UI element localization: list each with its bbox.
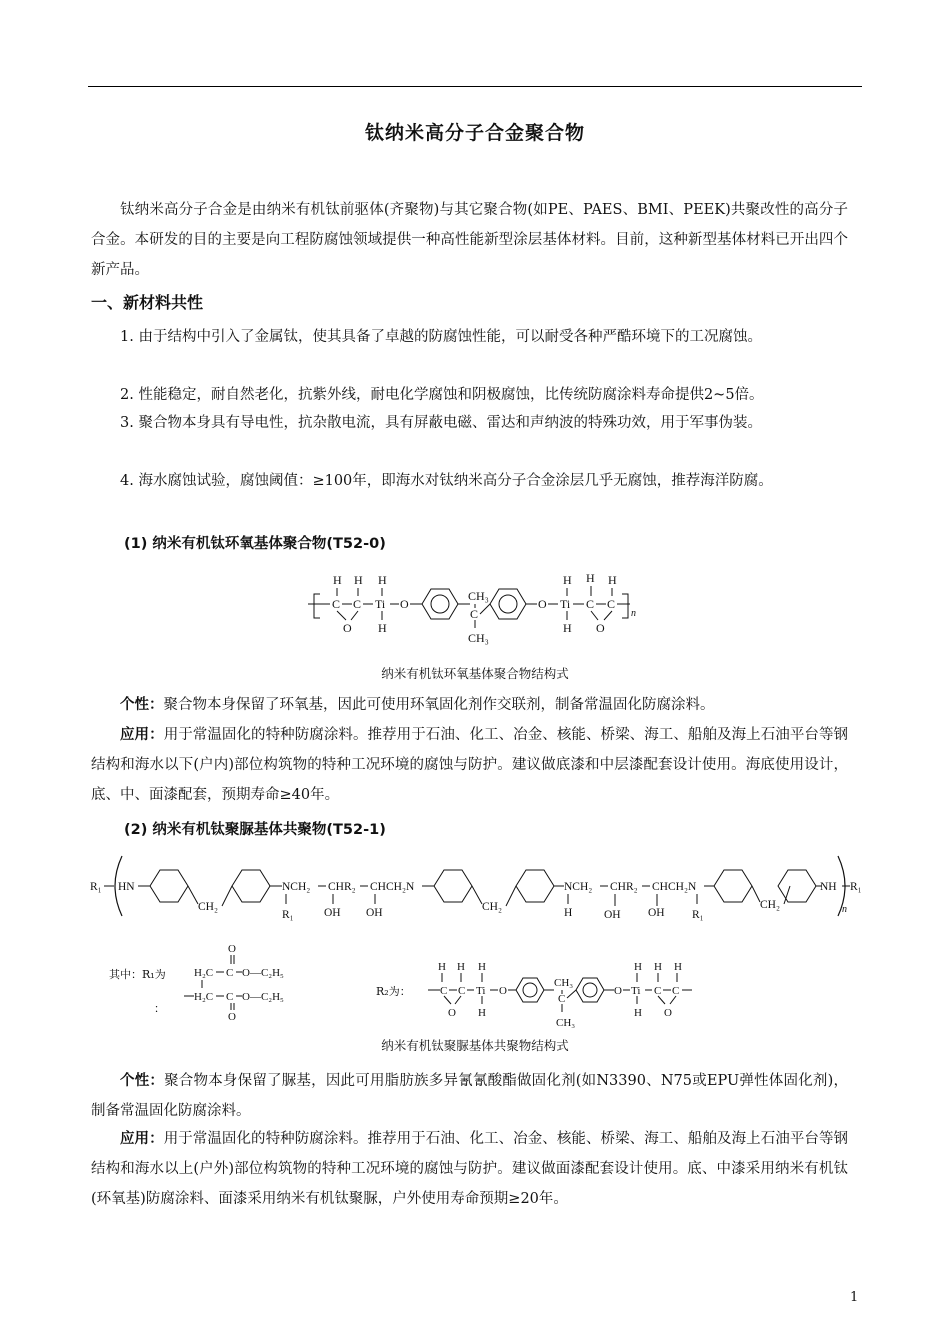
chch2n-group: CHCH₂N xyxy=(370,881,415,893)
atom-c: C xyxy=(672,985,680,997)
page-number: 1 xyxy=(850,1290,859,1305)
r1-group: R₁ xyxy=(282,909,294,921)
atom-o: O xyxy=(228,1011,236,1022)
atom-c: C xyxy=(332,597,341,611)
methylene: CH₂ xyxy=(760,899,780,911)
methyl-group: CH₃ xyxy=(556,1017,576,1029)
chr2-group: CHR₂ xyxy=(328,881,356,893)
product-2-trait xyxy=(91,1066,848,1126)
atom-h: H xyxy=(457,961,465,973)
methyl-group: CH₃ xyxy=(468,589,489,603)
point-1: 1. 由于结构中引入了金属钛，使其具备了卓越的防腐蚀性能，可以耐受各种严酷环境下的工况腐蚀。 xyxy=(120,329,762,345)
r1-structure xyxy=(180,940,310,1022)
atom-c: C xyxy=(440,985,448,997)
product-1-application xyxy=(91,720,848,810)
atom-h: H xyxy=(478,961,486,973)
methylene: H₂C xyxy=(194,991,214,1003)
atom-o: O xyxy=(343,621,352,635)
amine-nch2: NCH₂ xyxy=(564,881,593,893)
atom-o: O xyxy=(400,597,409,611)
structure-formula-1 xyxy=(300,566,660,654)
atom-h: H xyxy=(634,1007,642,1019)
atom-o: O xyxy=(448,1007,456,1019)
hydroxyl: OH xyxy=(366,907,383,919)
atom-ti: Ti xyxy=(560,597,571,611)
repeat-n: n xyxy=(842,904,847,915)
atom-c: C xyxy=(586,597,595,611)
r1-definition-label: 其中：R₁为 xyxy=(109,968,166,981)
atom-c: C xyxy=(353,597,362,611)
atom-h: H xyxy=(608,573,617,587)
application-label: 应用： xyxy=(120,727,164,743)
atom-h: H xyxy=(354,573,363,587)
atom-h: H xyxy=(564,907,573,919)
hydroxyl: OH xyxy=(604,909,621,921)
chch2n-group: CHCH₂N xyxy=(652,881,697,893)
structure-2-caption: 纳米有机钛聚脲基体共聚物结构式 xyxy=(381,1038,569,1053)
atom-ti: Ti xyxy=(476,985,486,997)
atom-o: O xyxy=(664,1007,672,1019)
methyl-group: CH₃ xyxy=(468,631,489,645)
point-3: 3. 聚合物本身具有导电性，抗杂散电流，具有屏蔽电磁、雷达和声纳波的特殊功效，用于军事伪装。 xyxy=(120,415,762,431)
trait-text: 聚合物本身保留了脲基，因此可用脂肪族多异氰氰酸酯做固化剂(如N3390、N75或EPU弹性体固化剂)，制备常温固化防腐涂料。 xyxy=(91,1073,848,1119)
section-heading: 一、新材料共性 xyxy=(91,293,204,312)
atom-h: H xyxy=(634,961,642,973)
atom-h: H xyxy=(563,573,572,587)
r1-group: R₁ xyxy=(850,881,862,893)
amine-hn: HN xyxy=(118,881,135,893)
ethoxy: O—C₂H₅ xyxy=(242,967,284,979)
r1-group: R₁ xyxy=(692,909,704,921)
hydroxyl: OH xyxy=(648,907,665,919)
atom-c: C xyxy=(458,985,466,997)
ethoxy: O—C₂H₅ xyxy=(242,991,284,1003)
atom-c: C xyxy=(558,993,566,1005)
atom-h: H xyxy=(333,573,342,587)
point-4: 4. 海水腐蚀试验，腐蚀阈值：≥100年，即海水对钛纳米高分子合金涂层几乎无腐蚀，推荐海洋防腐。 xyxy=(120,473,773,489)
atom-h: H xyxy=(378,573,387,587)
intro-paragraph: 钛纳米高分子合金是由纳米有机钛前驱体(齐聚物)与其它聚合物(如PE、PAES、BMI、PEEK)共聚改性的高分子合金。本研发的目的主要是向工程防腐蚀领域提供一种高性能新型涂层基体材料。目前，这种新型基体材料已开出四个新产品。 xyxy=(91,202,848,278)
chr2-group: CHR₂ xyxy=(610,881,638,893)
header-rule xyxy=(88,86,862,87)
application-text: 用于常温固化的特种防腐涂料。推荐用于石油、化工、冶金、核能、桥梁、海工、船舶及海上石油平台等钢结构和海水以上(户外)部位构筑物的特种工况环境的腐蚀与防护。建议做面漆配套设计使用。底、中漆采用纳米有机钛(环氧基)防腐涂料、面漆采用纳米有机钛聚脲，户外使用寿命预期≥20年。 xyxy=(91,1131,848,1207)
r2-structure xyxy=(424,958,704,1030)
product-1-heading: (1) 纳米有机钛环氧基体聚合物(T52-0) xyxy=(124,536,386,552)
structure-formula-2 xyxy=(88,850,864,930)
atom-h: H xyxy=(674,961,682,973)
point-2: 2. 性能稳定，耐自然老化，抗紫外线，耐电化学腐蚀和阴极腐蚀，比传统防腐涂料寿命提供2~5倍。 xyxy=(120,387,764,403)
repeat-n: n xyxy=(631,608,636,619)
methylene: CH₂ xyxy=(198,901,218,913)
r1-colon: ： xyxy=(154,1002,165,1015)
hydroxyl: OH xyxy=(324,907,341,919)
product-1-trait xyxy=(91,690,848,720)
methylene: CH₂ xyxy=(482,901,502,913)
product-2-application xyxy=(91,1124,848,1214)
atom-h: H xyxy=(654,961,662,973)
atom-h: H xyxy=(586,571,595,585)
trait-label: 个性： xyxy=(120,1073,165,1089)
atom-c: C xyxy=(654,985,662,997)
atom-o: O xyxy=(538,597,547,611)
application-text: 用于常温固化的特种防腐涂料。推荐用于石油、化工、冶金、核能、桥梁、海工、船舶及海上石油平台等钢结构和海水以下(户内)部位构筑物的特种工况环境的腐蚀与防护。建议做底漆和中层漆配套设计使用。海底使用设计，底、中、面漆配套，预期寿命≥40年。 xyxy=(91,727,848,803)
structure-1-caption: 纳米有机钛环氧基体聚合物结构式 xyxy=(381,666,569,681)
atom-h: H xyxy=(478,1007,486,1019)
page-title: 钛纳米高分子合金聚合物 xyxy=(364,122,585,144)
application-label: 应用： xyxy=(120,1131,164,1147)
atom-h: H xyxy=(563,621,572,635)
atom-o: O xyxy=(499,985,507,997)
trait-label: 个性： xyxy=(120,697,164,713)
amine-nh: NH xyxy=(820,881,837,893)
amine-nch2: NCH₂ xyxy=(282,881,311,893)
methylene: H₂C xyxy=(194,967,214,979)
trait-text: 聚合物本身保留了环氧基，因此可使用环氧固化剂作交联剂，制备常温固化防腐涂料。 xyxy=(163,697,715,713)
atom-c: C xyxy=(226,967,234,979)
r1-group: R₁ xyxy=(90,881,102,893)
atom-h: H xyxy=(378,621,387,635)
atom-o: O xyxy=(228,943,236,955)
atom-ti: Ti xyxy=(375,597,386,611)
atom-ti: Ti xyxy=(631,985,641,997)
atom-h: H xyxy=(438,961,446,973)
r2-definition-label: R₂为： xyxy=(376,985,411,998)
atom-o: O xyxy=(614,985,622,997)
product-2-heading: (2) 纳米有机钛聚脲基体共聚物(T52-1) xyxy=(124,822,386,838)
atom-c: C xyxy=(607,597,616,611)
atom-o: O xyxy=(596,621,605,635)
methyl-group: CH₃ xyxy=(554,977,574,989)
atom-c: C xyxy=(226,991,234,1003)
atom-c: C xyxy=(470,607,479,621)
